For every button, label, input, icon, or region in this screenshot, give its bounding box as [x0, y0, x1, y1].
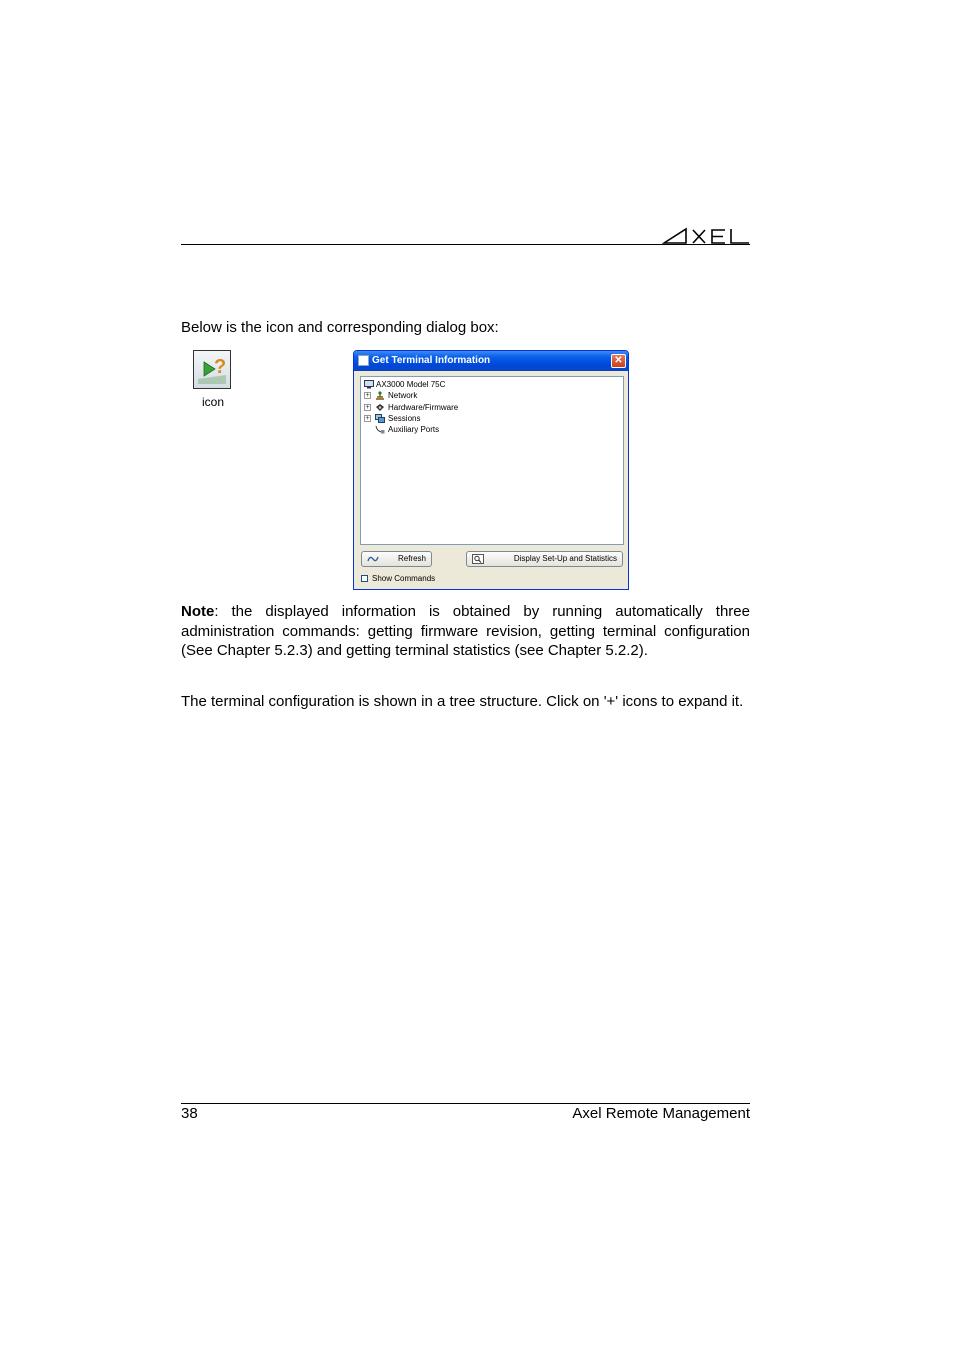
refresh-button[interactable] — [361, 551, 432, 567]
expand-toggle[interactable]: + — [365, 415, 370, 422]
terminal-config-tree[interactable] — [360, 376, 624, 545]
play-question-icon — [194, 351, 230, 388]
header-rule — [181, 244, 750, 245]
refresh-icon — [367, 555, 379, 563]
tree-node-label: Network — [388, 391, 418, 400]
expand-toggle[interactable]: + — [365, 404, 370, 411]
intro-text: Below is the icon and corresponding dialog box: — [181, 319, 499, 336]
tree-node-label: Hardware/Firmware — [388, 403, 459, 412]
get-terminal-info-app-icon[interactable] — [193, 350, 231, 389]
tree-node-label: Sessions — [388, 414, 421, 423]
hardware-icon — [375, 403, 385, 412]
close-button[interactable] — [611, 354, 626, 368]
magnifier-icon — [472, 554, 484, 564]
show-commands-option[interactable] — [361, 574, 435, 583]
tree-structure-paragraph: The terminal configuration is shown in a tree structure. Click on '+' icons to expand it. — [181, 693, 744, 710]
show-commands-checkbox[interactable] — [361, 575, 368, 582]
page-number: 38 — [181, 1105, 198, 1122]
show-commands-label: Show Commands — [372, 574, 436, 583]
tree-node-label: AX3000 Model 75C — [376, 380, 446, 389]
svg-text:?: ? — [214, 356, 227, 378]
network-icon — [375, 391, 385, 400]
terminal-icon — [364, 380, 374, 389]
document-title: Axel Remote Management — [572, 1105, 750, 1122]
sessions-icon — [375, 414, 385, 423]
refresh-label: Refresh — [397, 554, 426, 563]
axel-logo — [662, 224, 752, 246]
tree-node-label: Auxiliary Ports — [388, 425, 440, 434]
close-icon: ✕ — [614, 355, 623, 366]
note-text: : the displayed information is obtained by running automatically three administration commands: getting firmware revision, getting terminal configuration (See Chapter 5.2.3) and getting terminal statistics (see Chapter 5.2.2). — [181, 603, 750, 659]
note-paragraph — [181, 602, 750, 661]
icon-caption: icon — [201, 395, 224, 409]
note-label: Note — [181, 603, 215, 620]
dialog-titlebar[interactable] — [354, 351, 628, 371]
window-icon — [358, 355, 369, 366]
dialog-title: Get Terminal Information — [372, 355, 491, 366]
get-terminal-information-dialog — [353, 350, 629, 590]
display-stats-label: Display Set-Up and Statistics — [513, 554, 617, 563]
expand-toggle[interactable]: + — [365, 392, 370, 399]
auxiliary-ports-icon — [375, 425, 385, 434]
footer-rule — [181, 1103, 750, 1104]
display-setup-statistics-button[interactable] — [466, 551, 623, 567]
